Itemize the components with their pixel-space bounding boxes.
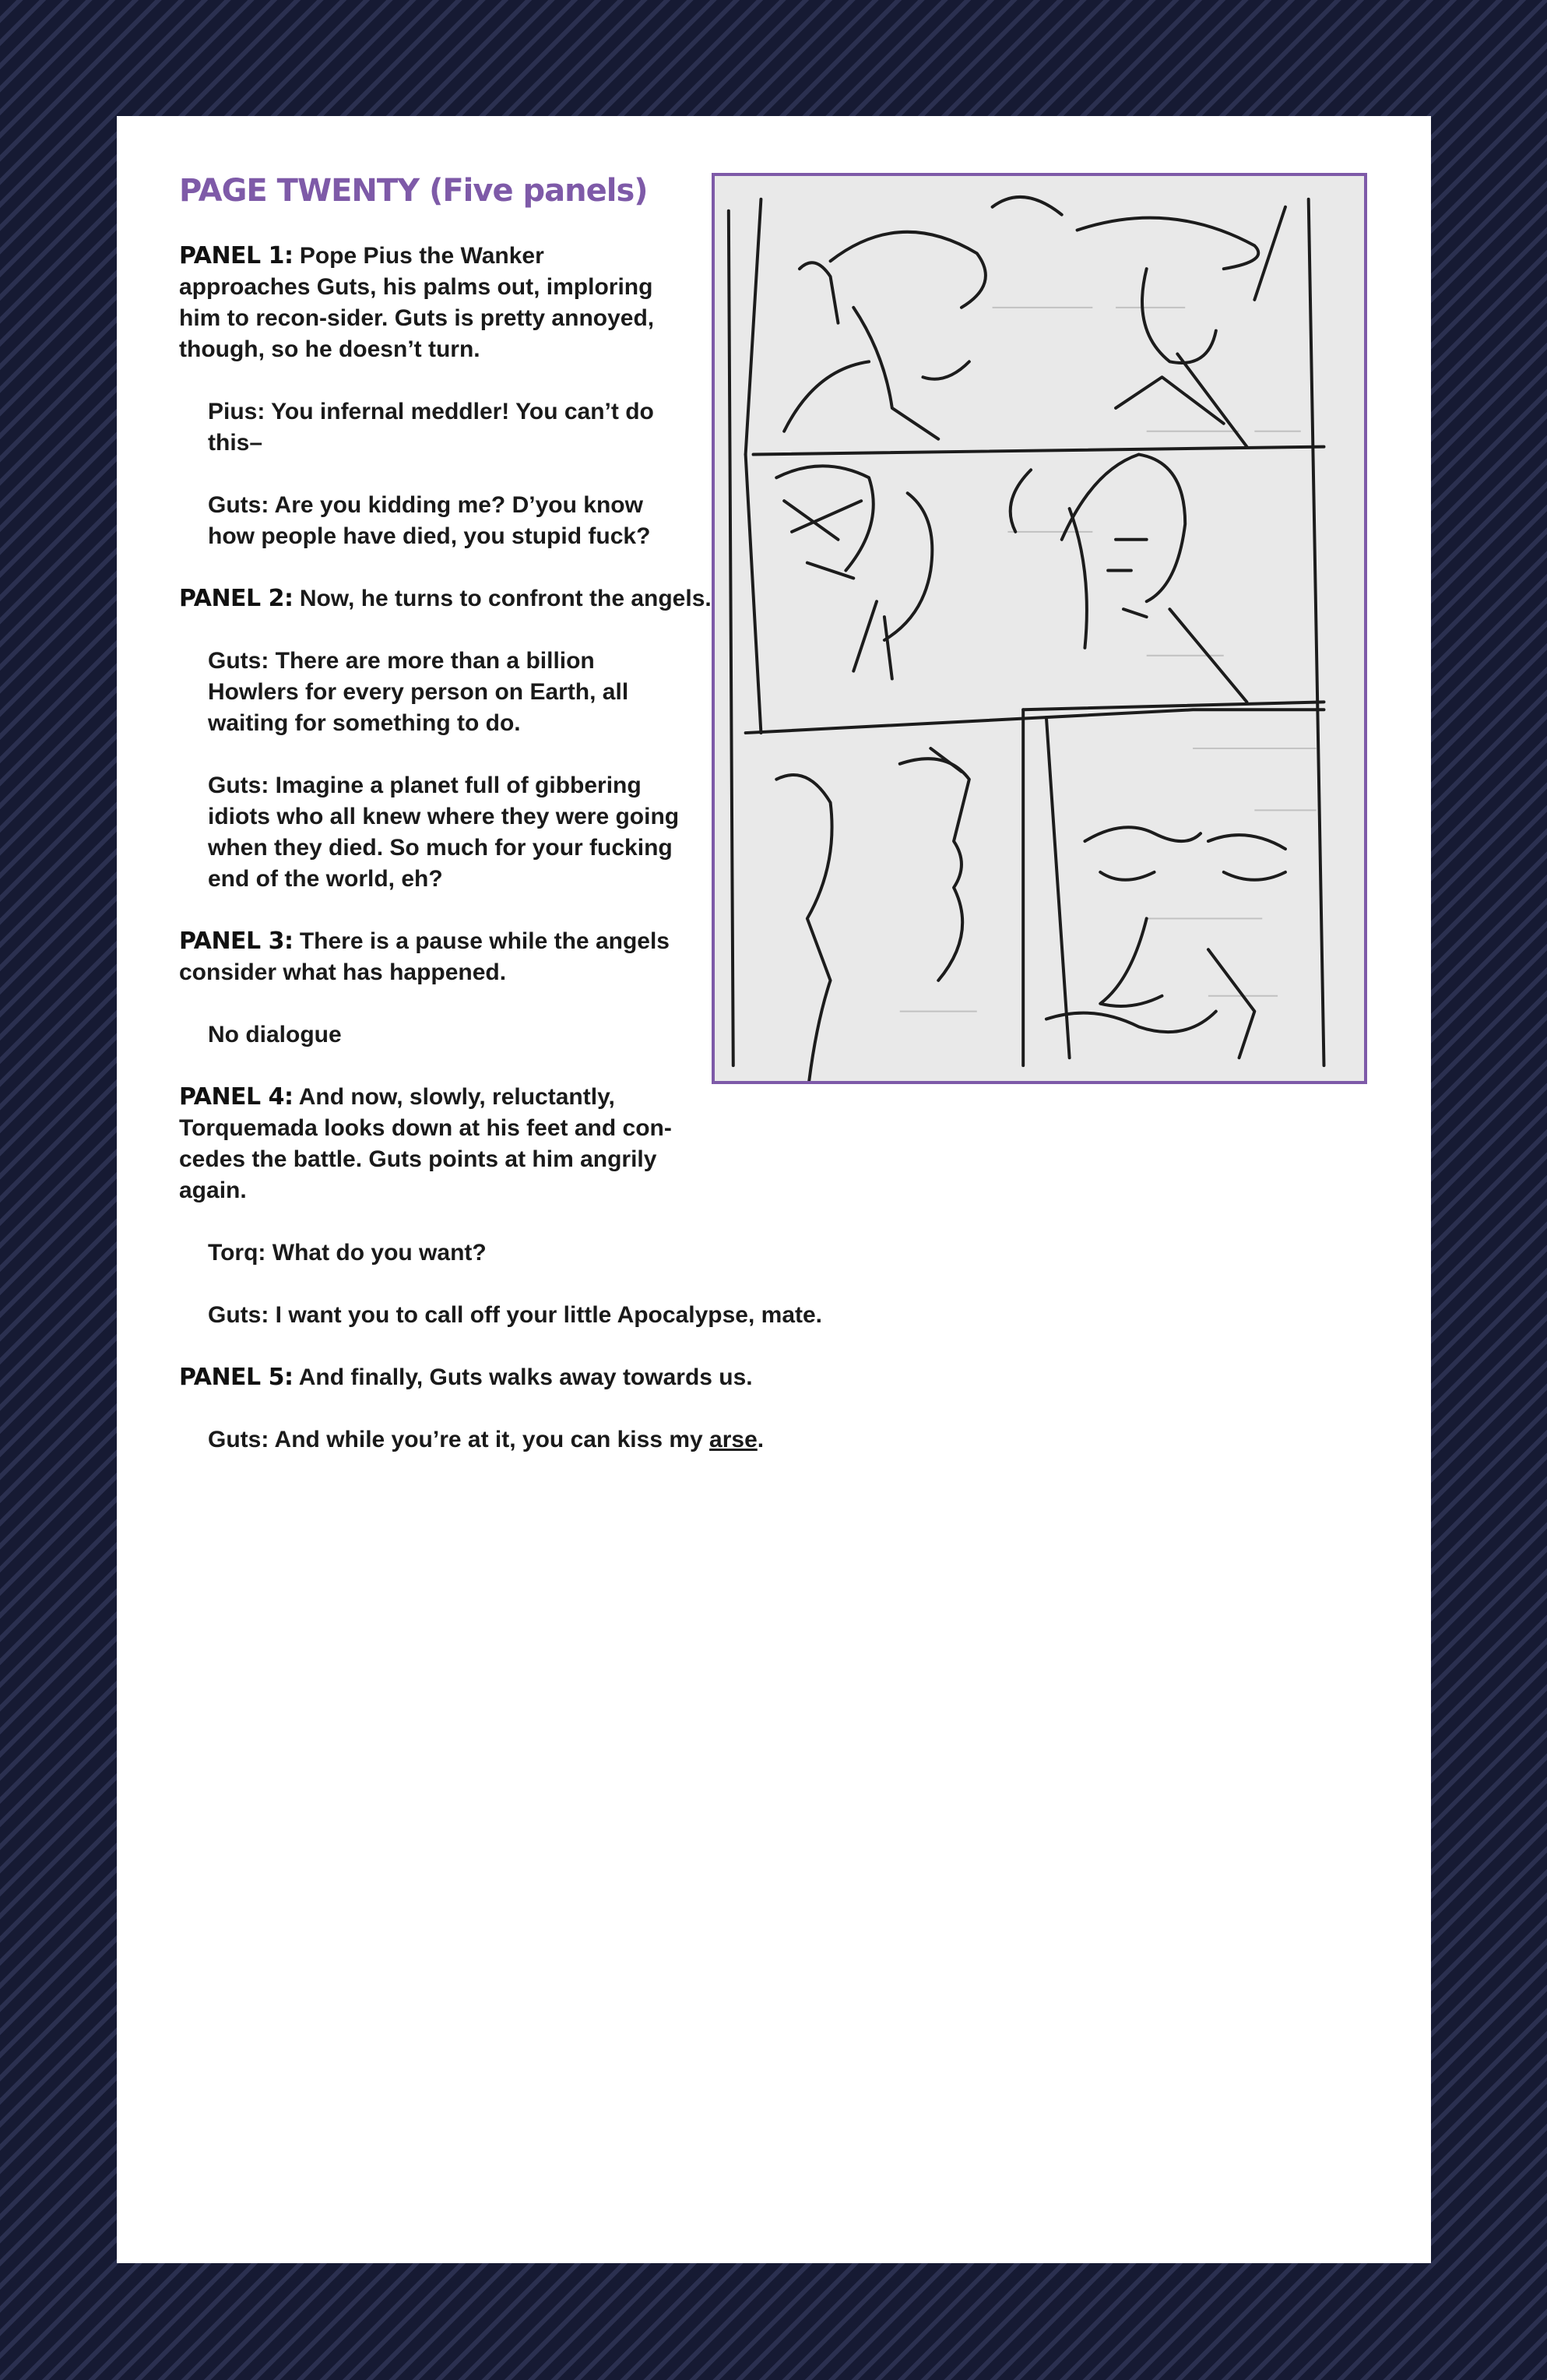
panel-5-description <box>179 1362 825 1393</box>
panel-4-description <box>179 1082 724 1206</box>
panel-2-dialogue-2: Guts: Imagine a planet full of gibbering idiots who all knew where they were going when they died. So much for your fucking end of the world, eh? <box>208 773 680 892</box>
sketch-bleed-through-text <box>900 308 1317 1012</box>
panel-5-text: And finally, Guts walks away towards us. <box>293 1364 753 1390</box>
panel-3-label: PANEL 3: <box>179 928 294 955</box>
panel-3-dialogue-1: No dialogue <box>208 1022 342 1047</box>
panel-5-dialogue-suffix: . <box>757 1427 765 1452</box>
layout-sketch-image <box>712 173 1367 1084</box>
panel-2-text: Now, he turns to confront the angels. <box>293 586 712 611</box>
panel-1-description <box>179 241 677 365</box>
panel-2-label: PANEL 2: <box>179 585 294 612</box>
panel-3-description <box>179 926 677 988</box>
panel-4-label: PANEL 4: <box>179 1083 294 1111</box>
panel-3-text: There is a pause while the angels consider what has happened. <box>179 928 670 985</box>
sketch-drawing <box>715 176 1364 1081</box>
panel-2-dialogue-1: Guts: There are more than a billion Howlers for every person on Earth, all waiting for something to do. <box>208 648 629 736</box>
panel-1-dialogue-2: Guts: Are you kidding me? D’you know how people have died, you stupid fuck? <box>208 492 651 549</box>
panel-5-dialogue-underlined: arse <box>709 1427 758 1452</box>
script-page <box>117 116 1431 2263</box>
sketch-lines <box>729 197 1324 1081</box>
panel-4-text: And now, slowly, reluctantly, Torquemada looks down at his feet and con-cedes the battle. Guts points at him angrily again. <box>179 1084 672 1203</box>
panel-4-dialogue-2: Guts: I want you to call off your little Apocalypse, mate. <box>208 1302 823 1328</box>
panel-1-dialogue-1: Pius: You infernal meddler! You can’t do this– <box>208 399 654 456</box>
panel-5-dialogue-prefix: Guts: And while you’re at it, you can kiss my <box>208 1427 710 1452</box>
panel-5-dialogue-1 <box>208 1424 831 1456</box>
panel-1-text: Pope Pius the Wanker approaches Guts, his palms out, imploring him to recon-sider. Guts is pretty annoyed, though, so he doesn’t turn. <box>179 243 655 362</box>
panel-5-label: PANEL 5: <box>179 1364 294 1391</box>
panel-4-dialogue-1: Torq: What do you want? <box>208 1240 487 1266</box>
page-title: PAGE TWENTY (Five panels) <box>179 173 648 209</box>
panel-1-label: PANEL 1: <box>179 242 294 269</box>
